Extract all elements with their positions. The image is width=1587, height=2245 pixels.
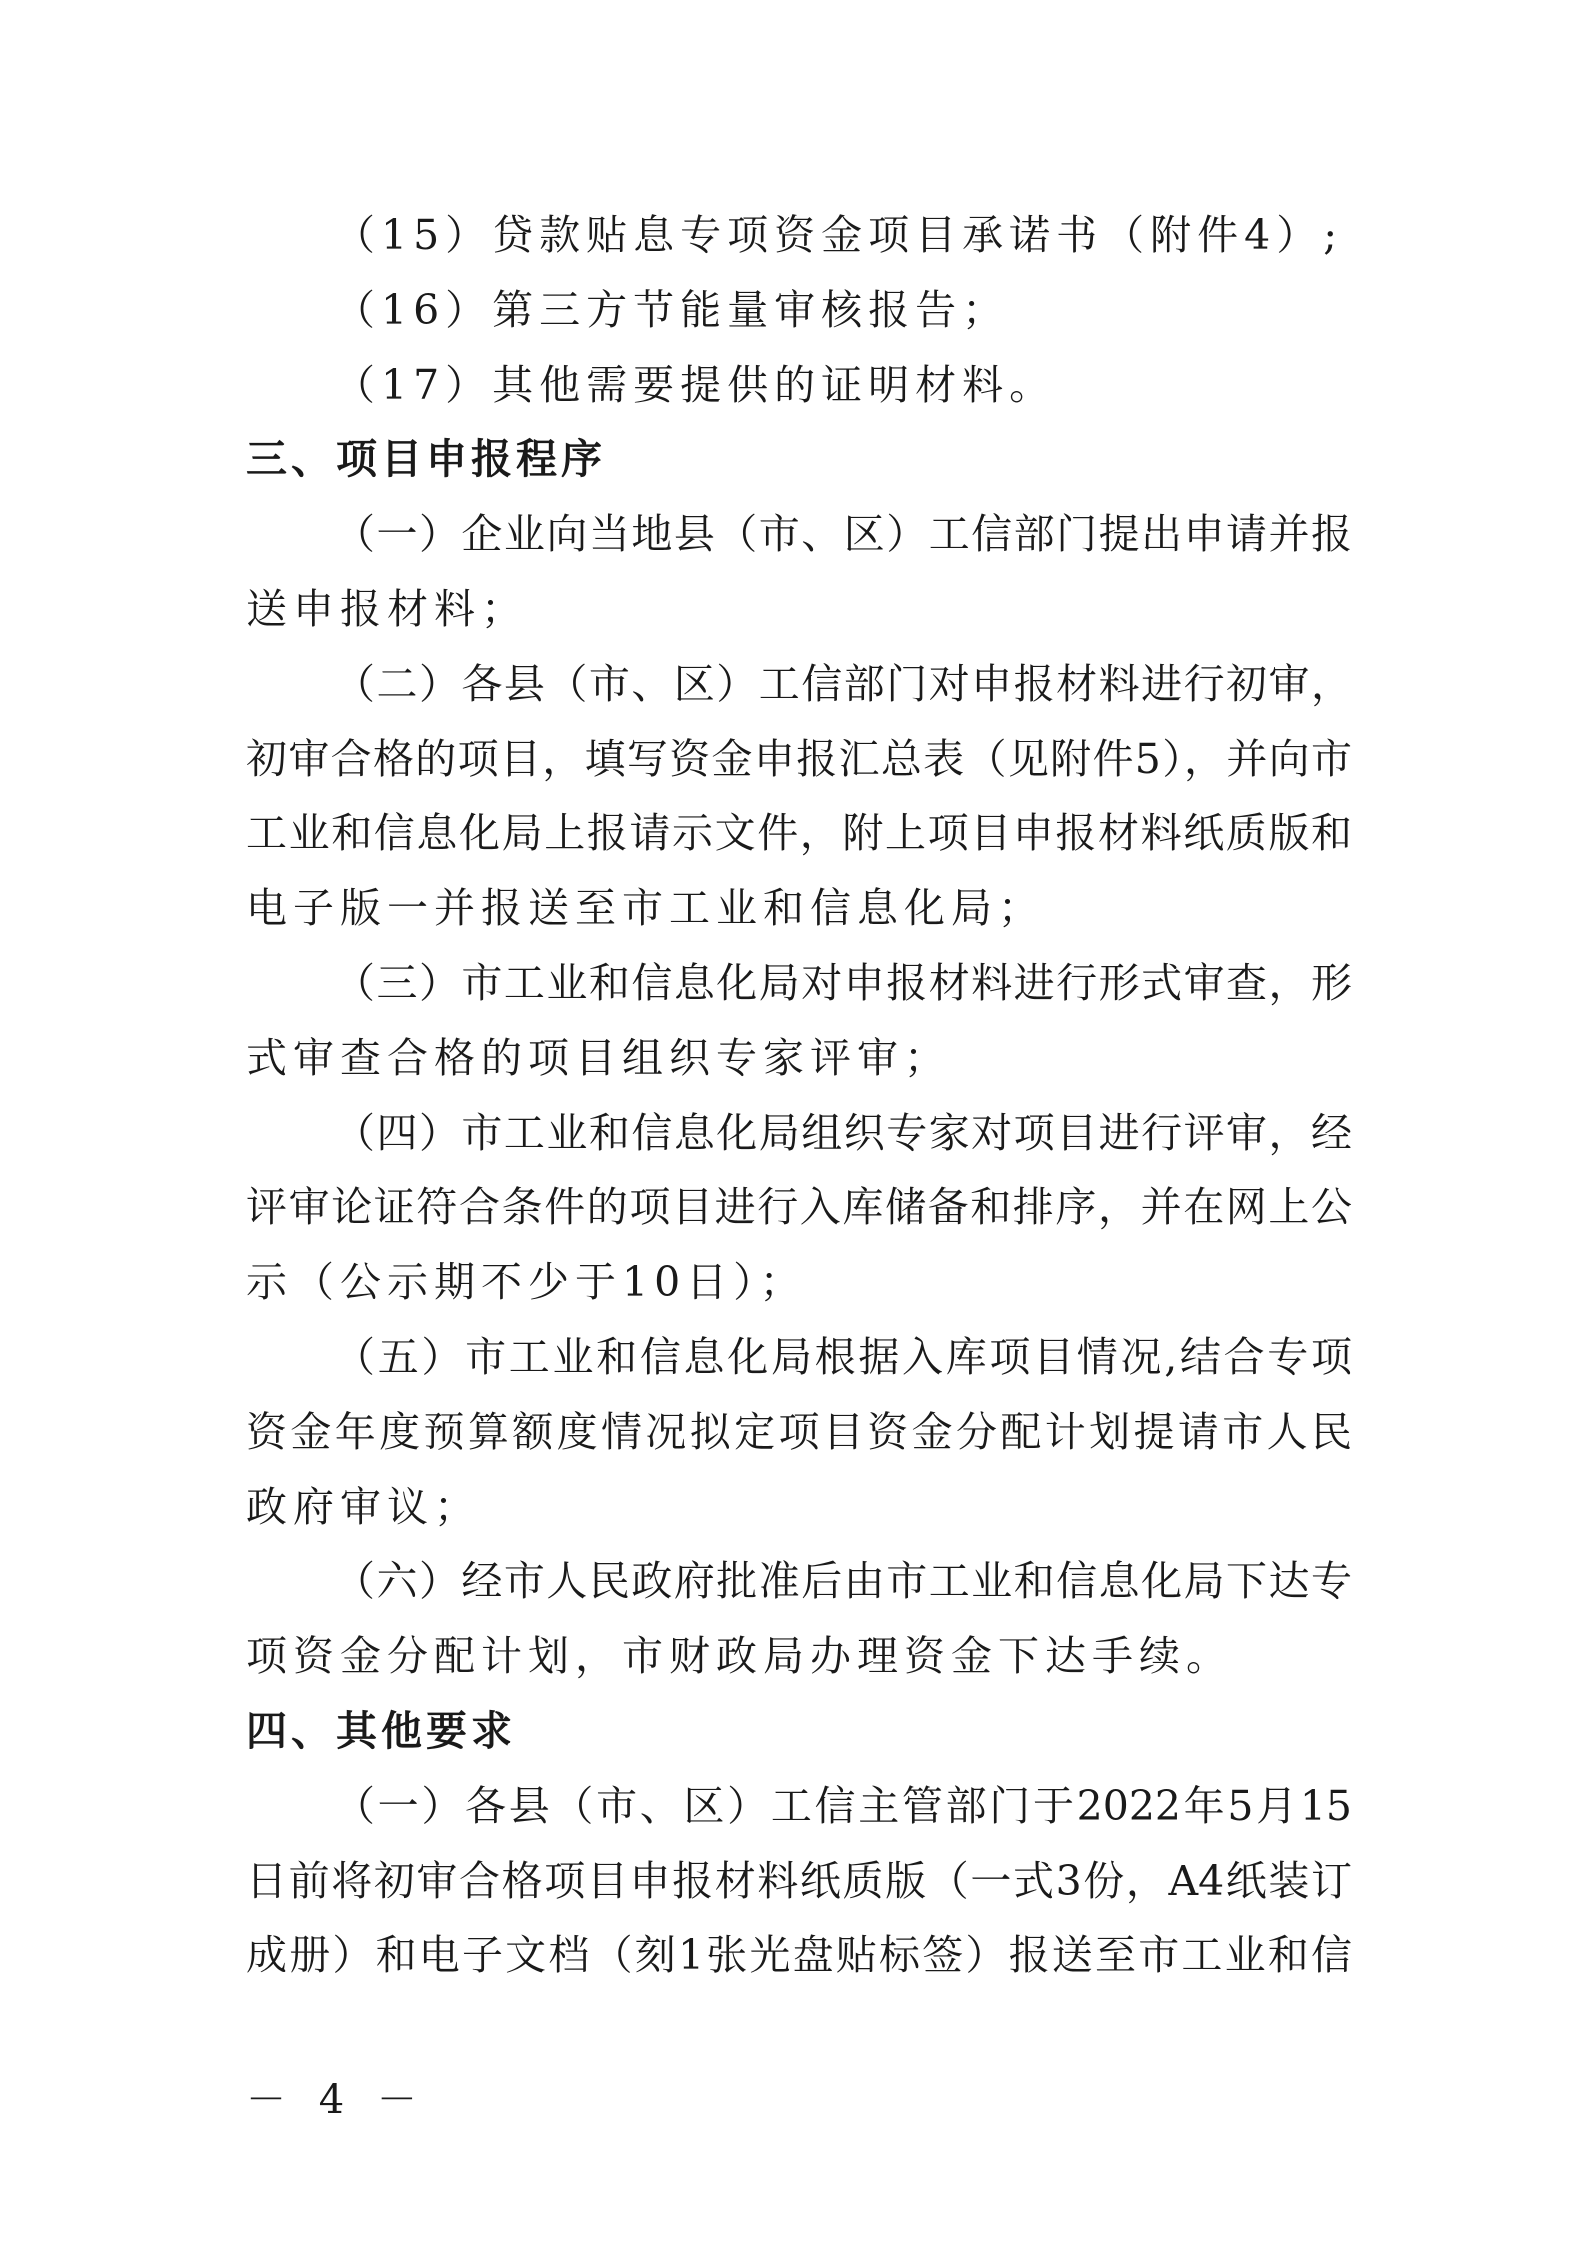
text-line: （二）各县（市、区）工信部门对申报材料进行初审， [334,659,1352,708]
text-line: （15）贷款贴息专项资金项目承诺书（附件4）; [334,211,1344,259]
text-line: （一）企业向当地县（市、区）工信部门提出申请并报 [334,510,1352,559]
text-line: （三）市工业和信息化局对申报材料进行形式审查，形 [334,958,1352,1007]
text-line: 政府审议； [246,1482,481,1531]
text-line: （16）第三方节能量审核报告； [334,285,1010,334]
text-line: 示（公示期不少于10日）； [246,1258,807,1307]
text-line: 评审论证符合条件的项目进行入库储备和排序，并在网上公 [246,1183,1352,1232]
text-line: 成册）和电子文档（刻1张光盘贴标签）报送至市工业和信 [246,1931,1352,1980]
section-heading: 三、项目申报程序 [246,435,606,484]
text-line: 日前将初审合格项目申报材料纸质版（一式3份，A4纸装订 [246,1856,1352,1905]
text-line: （一）各县（市、区）工信主管部门于2022年5月15 [334,1781,1352,1830]
text-line: 电子版一并报送至市工业和信息化局； [246,884,1045,933]
page-number: － 4 － [246,2077,427,2123]
text-line: （17）其他需要提供的证明材料。 [334,360,1057,409]
text-line: 送申报材料； [246,584,528,633]
section-heading: 四、其他要求 [246,1706,516,1755]
text-line: 式审查合格的项目组织专家评审； [246,1033,951,1082]
body-text [246,198,1352,1993]
text-line: （四）市工业和信息化局组织专家对项目进行评审，经 [334,1108,1352,1157]
text-line: （六）经市人民政府批准后由市工业和信息化局下达专 [334,1557,1352,1606]
text-line: 项资金分配计划，市财政局办理资金下达手续。 [246,1632,1233,1681]
text-line: 工业和信息化局上报请示文件，附上项目申报材料纸质版和 [246,809,1352,858]
text-line: （五）市工业和信息化局根据入库项目情况,结合专项 [334,1332,1352,1381]
text-line: 资金年度预算额度情况拟定项目资金分配计划提请市人民 [246,1407,1352,1456]
text-line: 初审合格的项目，填写资金申报汇总表（见附件5），并向市 [246,734,1352,783]
